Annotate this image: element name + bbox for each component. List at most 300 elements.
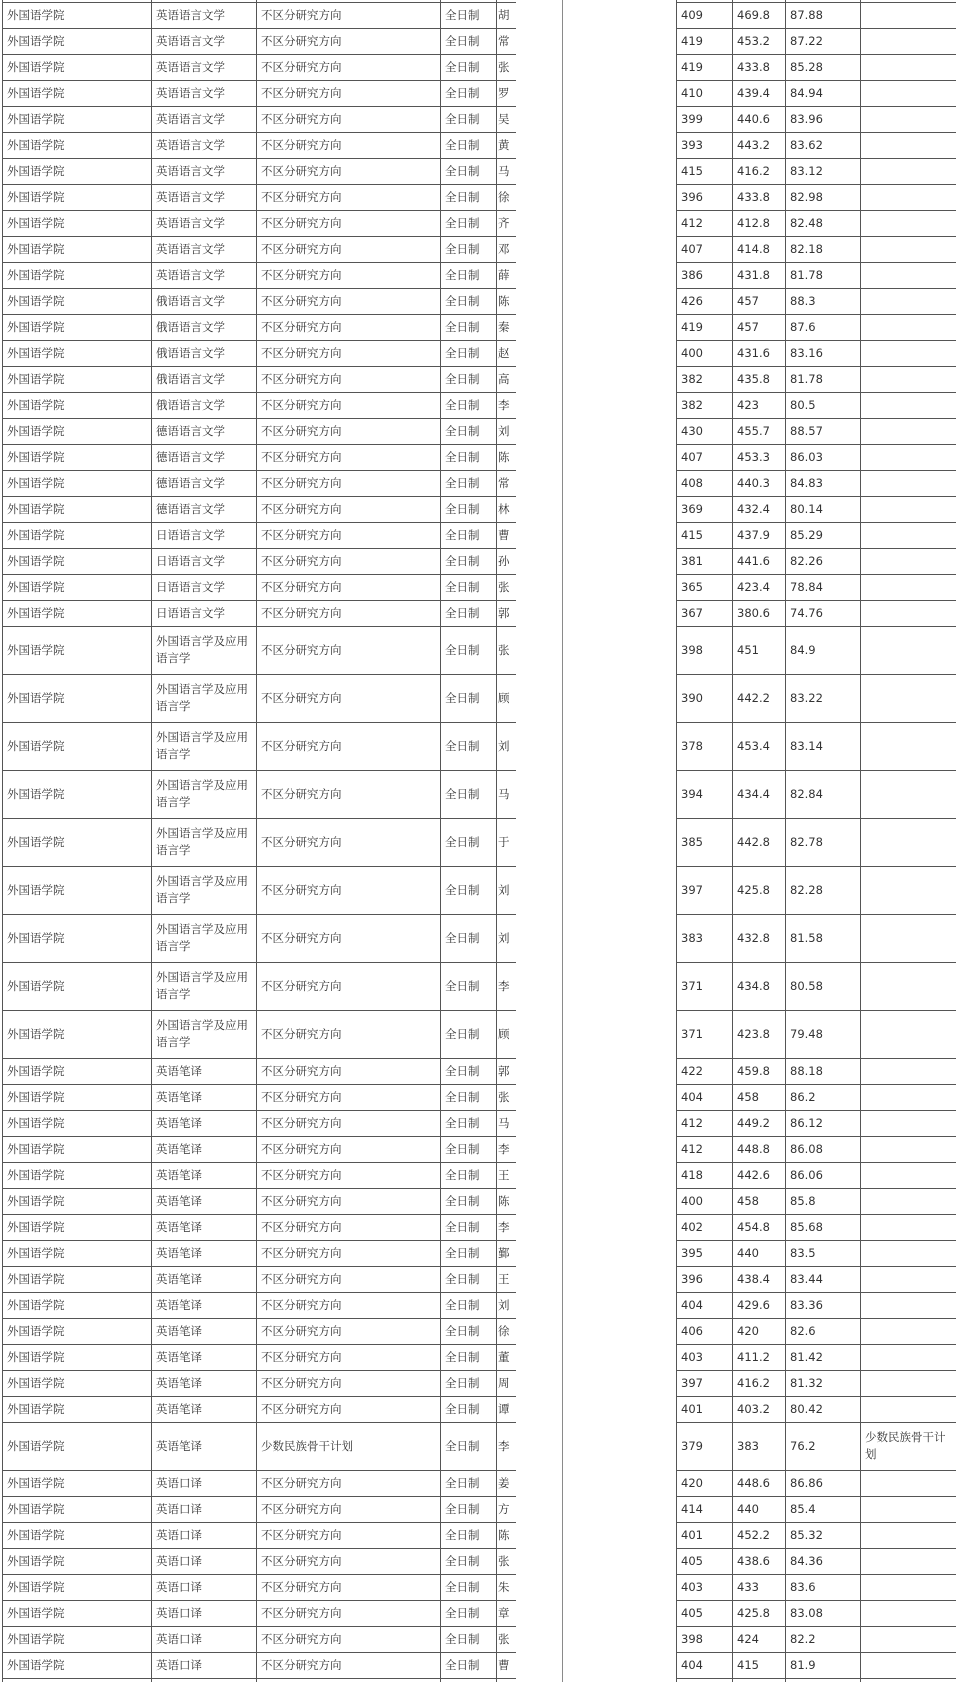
row-divider: [2, 1318, 956, 1319]
remark-cell: [860, 106, 956, 132]
initial-score-cell: 385: [681, 834, 703, 849]
direction-cell: 不区分研究方向: [261, 33, 342, 48]
remark-cell: [860, 1396, 956, 1422]
direction-cell: 不区分研究方向: [261, 423, 342, 438]
name-cell: 顾: [498, 690, 510, 705]
row-divider: [2, 1266, 956, 1267]
final-score-cell: 383: [737, 1438, 759, 1453]
major-cell: 英语语言文学: [156, 7, 225, 22]
initial-score-cell: 412: [681, 1141, 703, 1156]
total-score-cell: 83.44: [790, 1271, 823, 1286]
major-cell: 英语语言文学: [156, 33, 225, 48]
name-cell: 曹: [498, 1657, 510, 1672]
total-score-cell: 87.22: [790, 33, 823, 48]
major-cell: 日语语言文学: [156, 579, 225, 594]
college-cell: 外国语学院: [7, 1141, 65, 1156]
final-score-cell: 458: [737, 1193, 759, 1208]
direction-cell: 不区分研究方向: [261, 1297, 342, 1312]
final-score-cell: 448.6: [737, 1475, 770, 1490]
column-divider: [860, 0, 861, 1682]
final-score-cell: 440.3: [737, 475, 770, 490]
major-cell: 英语笔译: [156, 1245, 202, 1260]
direction-cell: 不区分研究方向: [261, 475, 342, 490]
college-cell: 外国语学院: [7, 1245, 65, 1260]
direction-cell: 不区分研究方向: [261, 1401, 342, 1416]
major-cell: 英语笔译: [156, 1438, 202, 1453]
study-mode-cell: 全日制: [445, 345, 480, 360]
college-cell: 外国语学院: [7, 1167, 65, 1182]
major-cell: 英语笔译: [156, 1167, 202, 1182]
remark-cell: [860, 962, 956, 1010]
direction-cell: 不区分研究方向: [261, 1026, 342, 1041]
college-cell: 外国语学院: [7, 241, 65, 256]
college-cell: 外国语学院: [7, 1527, 65, 1542]
final-score-cell: 434.4: [737, 786, 770, 801]
major-cell: 德语语言文学: [156, 501, 225, 516]
major-cell: 英语笔译: [156, 1115, 202, 1130]
college-cell: 外国语学院: [7, 137, 65, 152]
name-cell: 张: [498, 579, 510, 594]
major-cell: 英语语言文学: [156, 163, 225, 178]
college-cell: 外国语学院: [7, 579, 65, 594]
final-score-cell: 423: [737, 397, 759, 412]
college-cell: 外国语学院: [7, 978, 65, 993]
initial-score-cell: 396: [681, 189, 703, 204]
college-cell: 外国语学院: [7, 1026, 65, 1041]
total-score-cell: 85.4: [790, 1501, 816, 1516]
remark-cell: [860, 1370, 956, 1396]
total-score-cell: 83.22: [790, 690, 823, 705]
name-cell: 赵: [498, 345, 510, 360]
final-score-cell: 437.9: [737, 527, 770, 542]
initial-score-cell: 430: [681, 423, 703, 438]
final-score-cell: 440: [737, 1245, 759, 1260]
name-cell: 黄: [498, 137, 510, 152]
direction-cell: 不区分研究方向: [261, 1527, 342, 1542]
initial-score-cell: 400: [681, 345, 703, 360]
name-cell: 郭: [498, 1063, 510, 1078]
study-mode-cell: 全日制: [445, 423, 480, 438]
direction-cell: 不区分研究方向: [261, 371, 342, 386]
college-cell: 外国语学院: [7, 293, 65, 308]
initial-score-cell: 367: [681, 605, 703, 620]
row-divider: [2, 132, 956, 133]
major-cell: 英语语言文学: [156, 59, 225, 74]
initial-score-cell: 404: [681, 1297, 703, 1312]
major-cell: 外国语言学及应用语言学: [156, 970, 248, 1001]
final-score-cell: 412.8: [737, 215, 770, 230]
college-cell: 外国语学院: [7, 1605, 65, 1620]
initial-score-cell: 409: [681, 7, 703, 22]
total-score-cell: 80.5: [790, 397, 816, 412]
major-cell: 英语口译: [156, 1657, 202, 1672]
remark-cell: [860, 444, 956, 470]
final-score-cell: 454.8: [737, 1219, 770, 1234]
college-cell: 外国语学院: [7, 85, 65, 100]
row-divider: [2, 1626, 956, 1627]
total-score-cell: 82.26: [790, 553, 823, 568]
study-mode-cell: 全日制: [445, 1323, 480, 1338]
major-cell: 英语笔译: [156, 1401, 202, 1416]
name-cell: 常: [498, 475, 510, 490]
final-score-cell: 433.8: [737, 189, 770, 204]
study-mode-cell: 全日制: [445, 501, 480, 516]
remark-cell: [860, 522, 956, 548]
row-divider: [2, 1010, 956, 1011]
initial-score-cell: 406: [681, 1323, 703, 1338]
college-cell: 外国语学院: [7, 189, 65, 204]
row-divider: [2, 54, 956, 55]
direction-cell: 不区分研究方向: [261, 882, 342, 897]
major-cell: 日语语言文学: [156, 605, 225, 620]
column-divider: [440, 0, 441, 1682]
remark-cell: [860, 722, 956, 770]
direction-cell: 不区分研究方向: [261, 1193, 342, 1208]
remark-cell: [860, 28, 956, 54]
name-cell: 薛: [498, 267, 510, 282]
study-mode-cell: 全日制: [445, 1475, 480, 1490]
initial-score-cell: 365: [681, 579, 703, 594]
name-cell: 高: [498, 371, 510, 386]
college-cell: 外国语学院: [7, 690, 65, 705]
initial-score-cell: 394: [681, 786, 703, 801]
initial-score-cell: 408: [681, 475, 703, 490]
name-cell: 郭: [498, 605, 510, 620]
direction-cell: 不区分研究方向: [261, 1115, 342, 1130]
name-cell: 姜: [498, 1475, 510, 1490]
row-divider: [2, 106, 956, 107]
remark-cell: [860, 236, 956, 262]
initial-score-cell: 383: [681, 930, 703, 945]
college-cell: 外国语学院: [7, 738, 65, 753]
study-mode-cell: 全日制: [445, 189, 480, 204]
final-score-cell: 433: [737, 1579, 759, 1594]
college-cell: 外国语学院: [7, 501, 65, 516]
college-cell: 外国语学院: [7, 59, 65, 74]
total-score-cell: 87.88: [790, 7, 823, 22]
direction-cell: 不区分研究方向: [261, 85, 342, 100]
total-score-cell: 85.29: [790, 527, 823, 542]
final-score-cell: 458: [737, 1089, 759, 1104]
remark-cell: [860, 600, 956, 626]
final-score-cell: 403.2: [737, 1401, 770, 1416]
initial-score-cell: 382: [681, 397, 703, 412]
final-score-cell: 438.4: [737, 1271, 770, 1286]
college-cell: 外国语学院: [7, 1115, 65, 1130]
study-mode-cell: 全日制: [445, 215, 480, 230]
college-cell: 外国语学院: [7, 371, 65, 386]
name-cell: 马: [498, 786, 510, 801]
total-score-cell: 83.12: [790, 163, 823, 178]
study-mode-cell: 全日制: [445, 111, 480, 126]
major-cell: 英语口译: [156, 1501, 202, 1516]
direction-cell: 不区分研究方向: [261, 241, 342, 256]
college-cell: 外国语学院: [7, 1193, 65, 1208]
college-cell: 外国语学院: [7, 1349, 65, 1364]
row-divider: [2, 1574, 956, 1575]
remark-cell: [860, 1162, 956, 1188]
remark-cell: [860, 366, 956, 392]
total-score-cell: 78.84: [790, 579, 823, 594]
remark-cell: [860, 1652, 956, 1678]
study-mode-cell: 全日制: [445, 1657, 480, 1672]
total-score-cell: 79.48: [790, 1026, 823, 1041]
name-cell: 刘: [498, 882, 510, 897]
final-score-cell: 452.2: [737, 1527, 770, 1542]
row-divider: [2, 236, 956, 237]
initial-score-cell: 418: [681, 1167, 703, 1182]
remark-cell: [860, 1626, 956, 1652]
total-score-cell: 88.3: [790, 293, 816, 308]
initial-score-cell: 371: [681, 1026, 703, 1041]
total-score-cell: 74.76: [790, 605, 823, 620]
row-divider: [2, 1240, 956, 1241]
final-score-cell: 416.2: [737, 1375, 770, 1390]
direction-cell: 不区分研究方向: [261, 1141, 342, 1156]
direction-cell: 少数民族骨干计划: [261, 1438, 353, 1453]
initial-score-cell: 400: [681, 1193, 703, 1208]
major-cell: 英语口译: [156, 1631, 202, 1646]
total-score-cell: 86.86: [790, 1475, 823, 1490]
college-cell: 外国语学院: [7, 882, 65, 897]
study-mode-cell: 全日制: [445, 293, 480, 308]
remark-cell: [860, 418, 956, 444]
remark-cell: [860, 548, 956, 574]
college-cell: 外国语学院: [7, 1401, 65, 1416]
row-divider: [2, 866, 956, 867]
direction-cell: 不区分研究方向: [261, 7, 342, 22]
remark-cell: [860, 770, 956, 818]
row-divider: [2, 1188, 956, 1189]
major-cell: 英语笔译: [156, 1063, 202, 1078]
row-divider: [2, 722, 956, 723]
total-score-cell: 86.08: [790, 1141, 823, 1156]
study-mode-cell: 全日制: [445, 1115, 480, 1130]
name-cell: 胡: [498, 7, 510, 22]
final-score-cell: 469.8: [737, 7, 770, 22]
remark-cell: [860, 80, 956, 106]
row-divider: [2, 28, 956, 29]
major-cell: 俄语语言文学: [156, 371, 225, 386]
direction-cell: 不区分研究方向: [261, 738, 342, 753]
total-score-cell: 80.58: [790, 978, 823, 993]
row-divider: [2, 470, 956, 471]
remark-cell: [860, 288, 956, 314]
final-score-cell: 424: [737, 1631, 759, 1646]
remark-cell: [860, 496, 956, 522]
study-mode-cell: 全日制: [445, 642, 480, 657]
major-cell: 德语语言文学: [156, 449, 225, 464]
college-cell: 外国语学院: [7, 163, 65, 178]
college-cell: 外国语学院: [7, 1657, 65, 1672]
college-cell: 外国语学院: [7, 930, 65, 945]
major-cell: 英语笔译: [156, 1323, 202, 1338]
row-divider: [2, 1292, 956, 1293]
total-score-cell: 83.14: [790, 738, 823, 753]
college-cell: 外国语学院: [7, 33, 65, 48]
total-score-cell: 84.94: [790, 85, 823, 100]
initial-score-cell: 419: [681, 319, 703, 334]
final-score-cell: 439.4: [737, 85, 770, 100]
study-mode-cell: 全日制: [445, 33, 480, 48]
major-cell: 俄语语言文学: [156, 345, 225, 360]
direction-cell: 不区分研究方向: [261, 449, 342, 464]
remark-cell: [860, 1574, 956, 1600]
major-cell: 英语语言文学: [156, 137, 225, 152]
study-mode-cell: 全日制: [445, 397, 480, 412]
row-divider: [2, 962, 956, 963]
name-cell: 曹: [498, 527, 510, 542]
name-cell: 陈: [498, 1193, 510, 1208]
total-score-cell: 81.58: [790, 930, 823, 945]
final-score-cell: 425.8: [737, 882, 770, 897]
direction-cell: 不区分研究方向: [261, 1219, 342, 1234]
study-mode-cell: 全日制: [445, 1401, 480, 1416]
study-mode-cell: 全日制: [445, 85, 480, 100]
name-cell: 陈: [498, 449, 510, 464]
college-cell: 外国语学院: [7, 1271, 65, 1286]
study-mode-cell: 全日制: [445, 786, 480, 801]
row-divider: [2, 770, 956, 771]
final-score-cell: 438.6: [737, 1553, 770, 1568]
college-cell: 外国语学院: [7, 605, 65, 620]
study-mode-cell: 全日制: [445, 1527, 480, 1542]
study-mode-cell: 全日制: [445, 690, 480, 705]
row-divider: [2, 914, 956, 915]
major-cell: 英语笔译: [156, 1193, 202, 1208]
remark-cell: [860, 1344, 956, 1370]
row-divider: [2, 1396, 956, 1397]
final-score-cell: 442.8: [737, 834, 770, 849]
study-mode-cell: 全日制: [445, 1605, 480, 1620]
remark-cell: [860, 574, 956, 600]
study-mode-cell: 全日制: [445, 1375, 480, 1390]
study-mode-cell: 全日制: [445, 1297, 480, 1312]
major-cell: 英语笔译: [156, 1089, 202, 1104]
major-cell: 英语语言文学: [156, 189, 225, 204]
initial-score-cell: 397: [681, 1375, 703, 1390]
major-cell: 英语笔译: [156, 1349, 202, 1364]
remark-cell: [860, 314, 956, 340]
total-score-cell: 87.6: [790, 319, 816, 334]
name-cell: 马: [498, 1115, 510, 1130]
column-divider: [732, 0, 733, 1682]
row-divider: [2, 1058, 956, 1059]
study-mode-cell: 全日制: [445, 7, 480, 22]
initial-score-cell: 397: [681, 882, 703, 897]
final-score-cell: 453.3: [737, 449, 770, 464]
initial-score-cell: 410: [681, 85, 703, 100]
remark-cell: [860, 818, 956, 866]
direction-cell: 不区分研究方向: [261, 163, 342, 178]
major-cell: 德语语言文学: [156, 475, 225, 490]
study-mode-cell: 全日制: [445, 163, 480, 178]
row-divider: [2, 1344, 956, 1345]
study-mode-cell: 全日制: [445, 1063, 480, 1078]
direction-cell: 不区分研究方向: [261, 1579, 342, 1594]
name-cell: 李: [498, 397, 510, 412]
name-cell: 周: [498, 1375, 510, 1390]
total-score-cell: 83.62: [790, 137, 823, 152]
study-mode-cell: 全日制: [445, 1219, 480, 1234]
remark-cell: [860, 1084, 956, 1110]
row-divider: [2, 366, 956, 367]
remark-cell: [860, 1058, 956, 1084]
final-score-cell: 432.8: [737, 930, 770, 945]
initial-score-cell: 415: [681, 527, 703, 542]
final-score-cell: 457: [737, 293, 759, 308]
final-score-cell: 453.4: [737, 738, 770, 753]
college-cell: 外国语学院: [7, 397, 65, 412]
initial-score-cell: 404: [681, 1657, 703, 1672]
study-mode-cell: 全日制: [445, 1245, 480, 1260]
total-score-cell: 76.2: [790, 1438, 816, 1453]
direction-cell: 不区分研究方向: [261, 1063, 342, 1078]
initial-score-cell: 404: [681, 1089, 703, 1104]
final-score-cell: 411.2: [737, 1349, 770, 1364]
college-cell: 外国语学院: [7, 1063, 65, 1078]
total-score-cell: 82.2: [790, 1631, 816, 1646]
major-cell: 英语语言文学: [156, 267, 225, 282]
row-divider: [2, 1214, 956, 1215]
direction-cell: 不区分研究方向: [261, 690, 342, 705]
study-mode-cell: 全日制: [445, 1089, 480, 1104]
total-score-cell: 82.98: [790, 189, 823, 204]
initial-score-cell: 371: [681, 978, 703, 993]
name-cell: 陈: [498, 1527, 510, 1542]
college-cell: 外国语学院: [7, 1631, 65, 1646]
total-score-cell: 81.32: [790, 1375, 823, 1390]
study-mode-cell: 全日制: [445, 267, 480, 282]
final-score-cell: 432.4: [737, 501, 770, 516]
name-cell: 张: [498, 642, 510, 657]
row-divider: [2, 1652, 956, 1653]
row-divider: [2, 674, 956, 675]
remark-cell: [860, 626, 956, 674]
study-mode-cell: 全日制: [445, 1349, 480, 1364]
row-divider: [2, 1422, 956, 1423]
initial-score-cell: 403: [681, 1579, 703, 1594]
major-cell: 日语语言文学: [156, 527, 225, 542]
direction-cell: 不区分研究方向: [261, 1167, 342, 1182]
direction-cell: 不区分研究方向: [261, 267, 342, 282]
row-divider: [2, 184, 956, 185]
final-score-cell: 416.2: [737, 163, 770, 178]
remark-cell: [860, 674, 956, 722]
major-cell: 英语笔译: [156, 1375, 202, 1390]
college-cell: 外国语学院: [7, 553, 65, 568]
name-cell: 章: [498, 1605, 510, 1620]
college-cell: 外国语学院: [7, 423, 65, 438]
total-score-cell: 81.42: [790, 1349, 823, 1364]
major-cell: 俄语语言文学: [156, 319, 225, 334]
name-cell: 谭: [498, 1401, 510, 1416]
major-cell: 俄语语言文学: [156, 293, 225, 308]
study-mode-cell: 全日制: [445, 882, 480, 897]
name-cell: 陈: [498, 293, 510, 308]
column-divider: [151, 0, 152, 1682]
row-divider: [2, 2, 956, 3]
total-score-cell: 86.12: [790, 1115, 823, 1130]
name-cell: 王: [498, 1167, 510, 1182]
name-cell: 李: [498, 978, 510, 993]
initial-score-cell: 396: [681, 1271, 703, 1286]
study-mode-cell: 全日制: [445, 59, 480, 74]
remark-cell: [860, 210, 956, 236]
initial-score-cell: 395: [681, 1245, 703, 1260]
total-score-cell: 86.2: [790, 1089, 816, 1104]
college-cell: 外国语学院: [7, 1089, 65, 1104]
